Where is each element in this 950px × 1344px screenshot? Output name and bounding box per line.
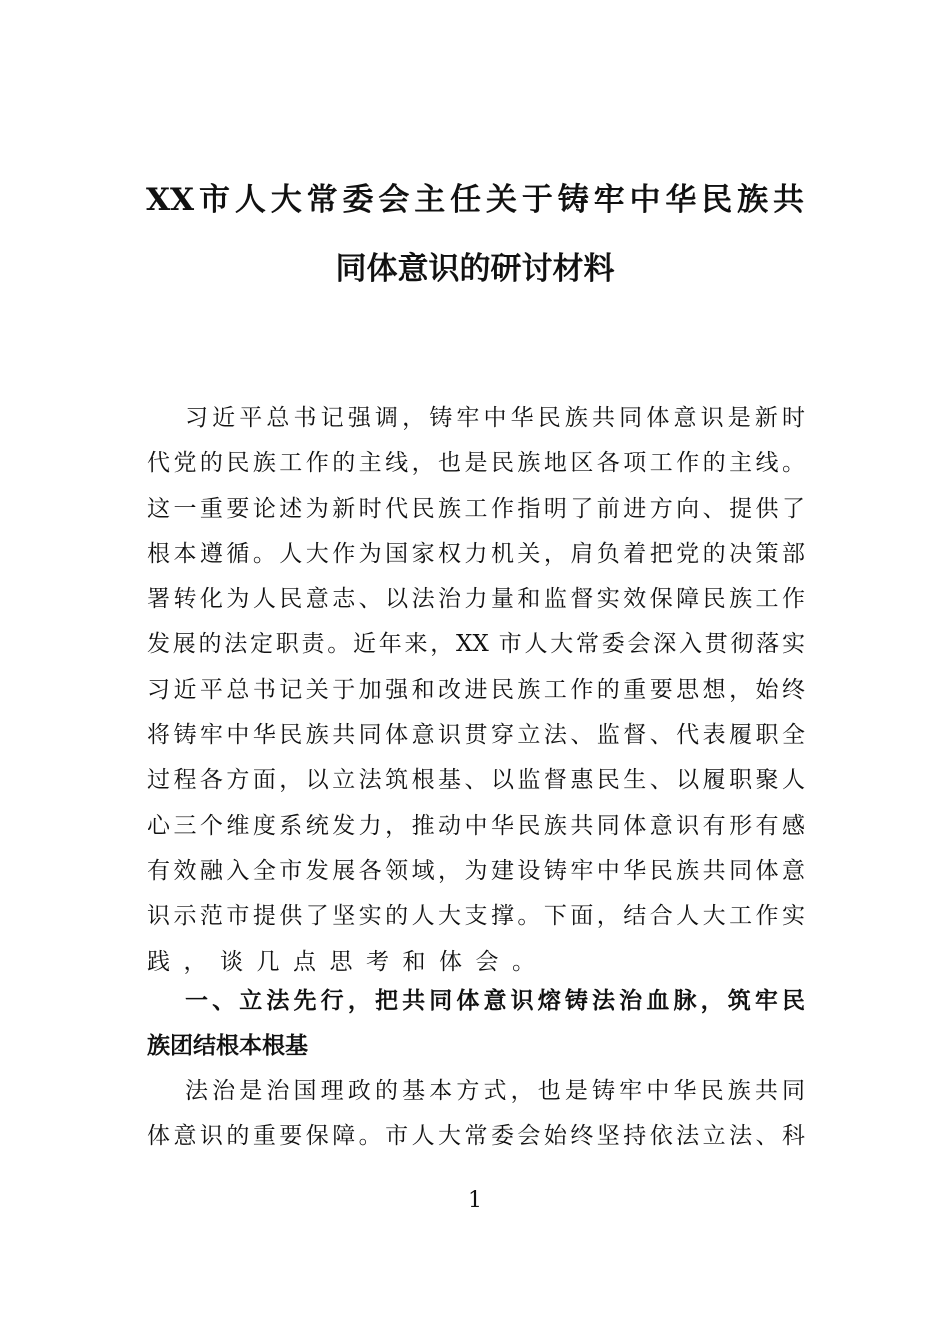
document-title-line-2: 同体意识的研讨材料 — [335, 251, 615, 287]
heading-line: 族团结根本根基 — [147, 1032, 308, 1059]
text-line: 过程各方面，以立法筑根基、以监督惠民生、以履职聚人 — [147, 767, 805, 794]
text-line: 践，谈几点思考和体会。 — [147, 948, 549, 975]
text-line: 法治是治国理政的基本方式，也是铸牢中华民族共同 — [185, 1077, 805, 1104]
text-line: 署转化为人民意志、以法治力量和监督实效保障民族工作 — [147, 586, 805, 613]
section-1-paragraph — [147, 1069, 805, 1160]
text-line: 这一重要论述为新时代民族工作指明了前进方向、提供了 — [147, 495, 805, 522]
text-line: 识示范市提供了坚实的人大支撑。下面，结合人大工作实 — [147, 903, 805, 930]
page-number: 1 — [468, 1188, 482, 1213]
section-heading-1 — [147, 979, 805, 1069]
intro-paragraph — [147, 396, 805, 985]
text-line: 将铸牢中华民族共同体意识贯穿立法、监督、代表履职全 — [147, 722, 805, 749]
text-line: 习近平总书记强调，铸牢中华民族共同体意识是新时 — [185, 405, 805, 431]
text-line: 体意识的重要保障。市人大常委会始终坚持依法立法、科 — [147, 1123, 805, 1150]
text-line: 习近平总书记关于加强和改进民族工作的重要思想，始终 — [147, 676, 805, 703]
text-line: 心三个维度系统发力，推动中华民族共同体意识有形有感 — [147, 812, 805, 839]
document-body — [147, 396, 805, 1159]
text-line: 根本遵循。人大作为国家权力机关，肩负着把党的决策部 — [147, 540, 805, 567]
document-title-line-1: XX市人大常委会主任关于铸牢中华民族共 — [146, 182, 804, 218]
text-line: 代党的民族工作的主线，也是民族地区各项工作的主线。 — [147, 450, 805, 477]
text-line: 发展的法定职责。近年来，XX 市人大常委会深入贯彻落实 — [147, 631, 805, 658]
heading-line: 一、立法先行，把共同体意识熔铸法治血脉，筑牢民 — [185, 987, 805, 1014]
text-line: 有效融入全市发展各领域，为建设铸牢中华民族共同体意 — [147, 857, 805, 884]
